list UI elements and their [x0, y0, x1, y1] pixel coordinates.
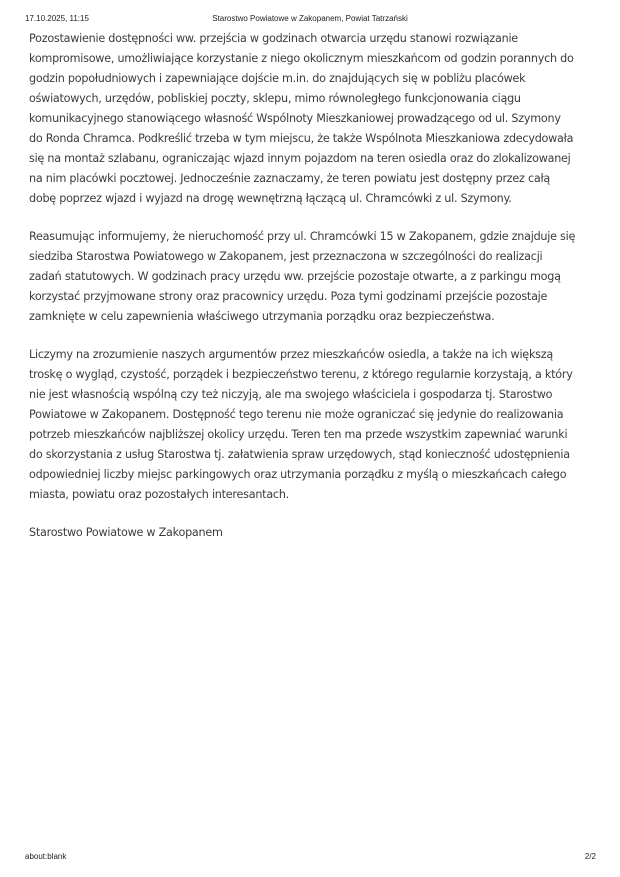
print-page-title: Starostwo Powiatowe w Zakopanem, Powiat Tatrzański — [212, 14, 408, 23]
print-url: about:blank — [25, 852, 67, 861]
text-line: miasta, powiatu oraz pozostałych interesantach. — [29, 488, 289, 501]
signature-text: Starostwo Powiatowe w Zakopanem — [29, 526, 223, 539]
print-date: 17.10.2025, 11:15 — [25, 14, 89, 23]
signature — [29, 523, 599, 543]
paragraph-appeal — [29, 345, 599, 505]
text-line: do Ronda Chramca. Podkreślić trzeba w tym miejscu, że także Wspólnota Mieszkaniowa zdecydowała — [29, 132, 574, 145]
text-line: zadań statutowych. W godzinach pracy urzędu ww. przejście pozostaje otwarte, a z parkingu mogą — [29, 270, 561, 283]
text-line: odpowiedniej liczby miejsc parkingowych oraz utrzymania porządku z myślą o mieszkańcach całego — [29, 468, 567, 481]
text-line: Liczymy na zrozumienie naszych argumentów przez mieszkańców osiedla, a także na ich większą — [29, 348, 553, 361]
text-line: zamknięte w celu zapewnienia właściwego utrzymania porządku oraz bezpieczeństwa. — [29, 310, 495, 323]
text-line: Powiatowe w Zakopanem. Dostępność tego terenu nie może ograniczać się jedynie do realizowania — [29, 408, 564, 421]
text-line: troskę o wygląd, czystość, porządek i bezpieczeństwo terenu, z którego regularnie korzystają, a który — [29, 368, 573, 381]
text-line: Reasumując informujemy, że nieruchomość przy ul. Chramcówki 15 w Zakopanem, gdzie znajduje się — [29, 230, 576, 243]
text-line: do skorzystania z usług Starostwa tj. załatwienia spraw urzędowych, stąd konieczność udostępnienia — [29, 448, 570, 461]
print-header — [0, 14, 620, 26]
text-line: oświatowych, urzędów, pobliskiej poczty, sklepu, mimo równoległego funkcjonowania ciągu — [29, 92, 521, 105]
text-line: kompromisowe, umożliwiające korzystanie z niego okolicznym mieszkańcom od godzin porannych do — [29, 52, 574, 65]
document-body — [29, 29, 599, 561]
text-line: komunikacyjnego stanowiącego własność Wspólnoty Mieszkaniowej prowadzącego od ul. Szymony — [29, 112, 561, 125]
print-footer — [0, 852, 620, 864]
text-line: nie jest własnością wspólną czy też niczyją, ale ma swojego właściciela i gospodarza tj. Starostwo — [29, 388, 553, 401]
text-line: dobę poprzez wjazd i wyjazd na drogę wewnętrzną łączącą ul. Chramcówki z ul. Szymony. — [29, 192, 512, 205]
text-line: Pozostawienie dostępności ww. przejścia w godzinach otwarcia urzędu stanowi rozwiązanie — [29, 32, 518, 45]
text-line: potrzeb mieszkańców najbliższej okolicy urzędu. Teren ten ma przede wszystkim zapewniać warunki — [29, 428, 568, 441]
paragraph-access-hours — [29, 29, 599, 209]
text-line: godzin popołudniowych i zapewniające dojście m.in. do znajdujących się w pobliżu placówek — [29, 72, 526, 85]
text-line: na nim placówki pocztowej. Jednocześnie zaznaczamy, że teren powiatu jest dostępny przez całą — [29, 172, 551, 185]
text-line: się na montaż szlabanu, ograniczając wjazd innym pojazdom na teren osiedla oraz do zlokalizowanej — [29, 152, 571, 165]
paragraph-summary — [29, 227, 599, 327]
text-line: korzystać przyjmowane strony oraz pracownicy urzędu. Poza tymi godzinami przejście pozostaje — [29, 290, 548, 303]
text-line: siedziba Starostwa Powiatowego w Zakopanem, jest przeznaczona w szczególności do realizacji — [29, 250, 543, 263]
page-number: 2/2 — [584, 852, 596, 861]
